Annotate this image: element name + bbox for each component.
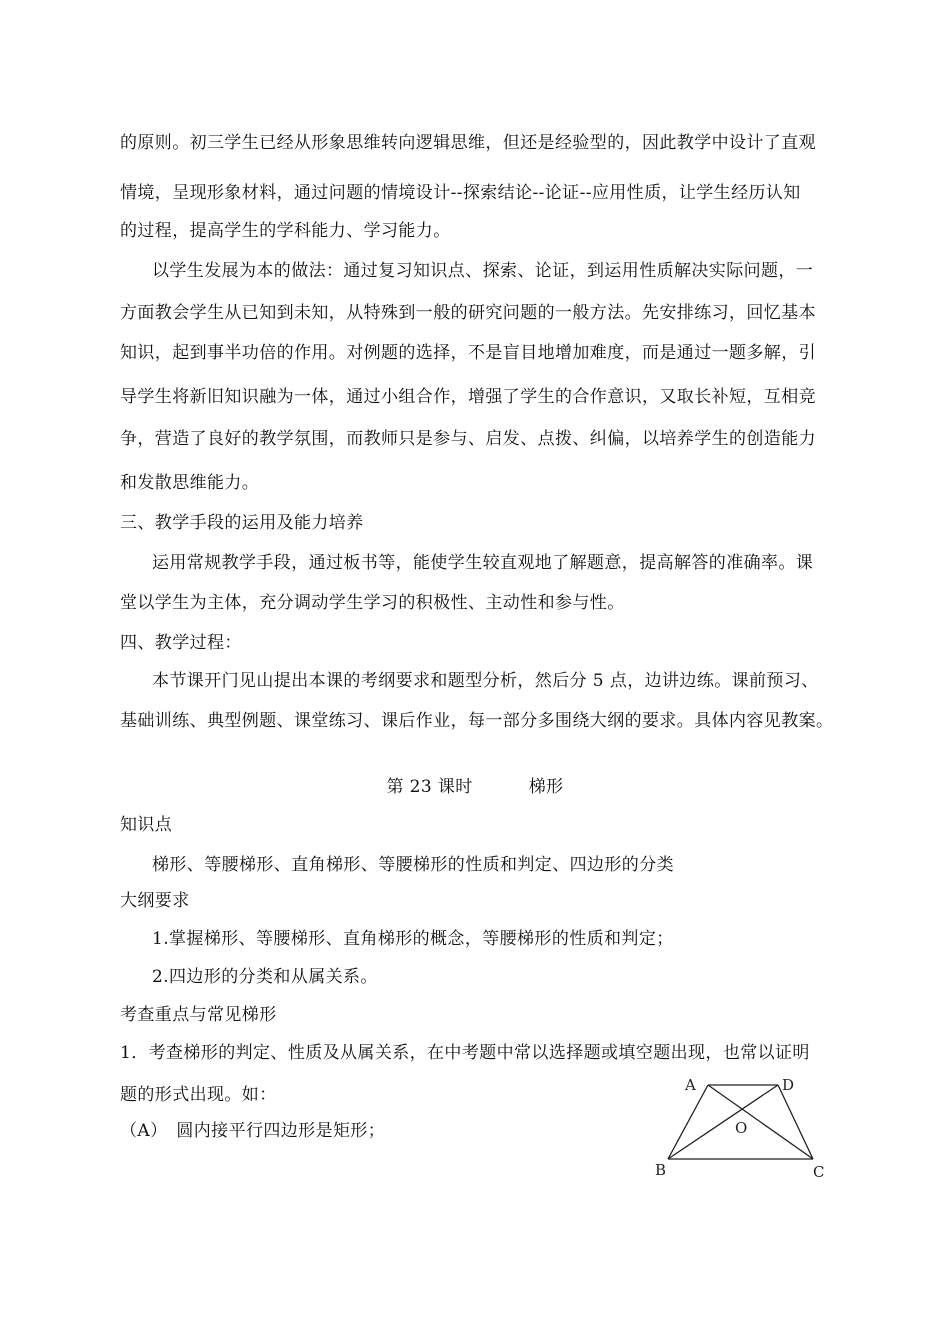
section4-heading: 四、教学过程： [120,633,242,653]
syllabus-item-2: 2.四边形的分类和从属关系。 [152,967,378,987]
exam-option-a: （A） 圆内接平行四边形是矩形； [120,1121,386,1141]
label-o: O [735,1119,748,1137]
paragraph1-line-3: 的过程，提高学生的学科能力、学习能力。 [120,221,451,241]
exam-heading: 考查重点与常见梯形 [120,1005,277,1025]
label-c: C [813,1163,825,1181]
label-b: B [655,1161,667,1179]
paragraph2-line-5: 争，营造了良好的教学氛围，而教师只是参与、启发、点拨、纠偏，以培养学生的创造能力 [120,429,816,449]
syllabus-heading: 大纲要求 [120,891,190,911]
side-dc [778,1085,813,1159]
lesson-title [0,775,950,799]
label-d: D [782,1076,795,1094]
knowledge-content: 梯形、等腰梯形、直角梯形、等腰梯形的性质和判定、四边形的分类 [152,855,674,875]
paragraph2-line-4: 导学生将新旧知识融为一体，通过小组合作，增强了学生的合作意识，又取长补短，互相竞 [120,387,816,407]
paragraph2-line-2: 方面教会学生从已知到未知，从特殊到一般的研究问题的一般方法。先安排练习，回忆基本 [120,303,816,323]
trapezoid-diagram [650,1070,835,1185]
paragraph2-line-1: 以学生发展为本的做法：通过复习知识点、探索、论证，到运用性质解决实际问题，一 [152,261,814,281]
lesson-topic: 梯形 [528,777,564,797]
paragraph2-line-6: 和发散思维能力。 [120,473,260,493]
paragraph1-line-2: 情境，呈现形象材料，通过问题的情境设计--探索结论--论证--应用性质，让学生经历认知 [120,183,801,203]
paragraph2-line-3: 知识，起到事半功倍的作用。对例题的选择，不是盲目地增加难度，而是通过一题多解，引 [120,343,816,363]
lesson-number: 第 23 课时 [386,777,473,797]
side-ba [668,1085,708,1159]
knowledge-heading: 知识点 [120,815,173,835]
section4-line-2: 基础训练、典型例题、课堂练习、课后作业，每一部分多围绕大纲的要求。具体内容见教案。 [120,711,834,731]
label-a: A [685,1076,696,1094]
exam-point1-line-1: 1．考查梯形的判定、性质及从属关系，在中考题中常以选择题或填空题出现，也常以证明 [120,1043,810,1063]
trapezoid-figure [650,1070,835,1185]
section3-heading: 三、教学手段的运用及能力培养 [120,513,364,533]
section3-line-2: 堂以学生为主体，充分调动学生学习的积极性、主动性和参与性。 [120,593,625,613]
section3-line-1: 运用常规教学手段，通过板书等，能使学生较直观地了解题意，提高解答的准确率。课 [152,553,814,573]
section4-line-1: 本节课开门见山提出本课的考纲要求和题型分析，然后分 5 点，边讲边练。课前预习、 [152,671,819,691]
paragraph1-line-1: 的原则。初三学生已经从形象思维转向逻辑思维，但还是经验型的，因此教学中设计了直观 [120,133,816,153]
syllabus-item-1: 1.掌握梯形、等腰梯形、直角梯形的概念，等腰梯形的性质和判定； [152,929,674,949]
exam-point1-line-2: 题的形式出现。如： [120,1085,277,1105]
